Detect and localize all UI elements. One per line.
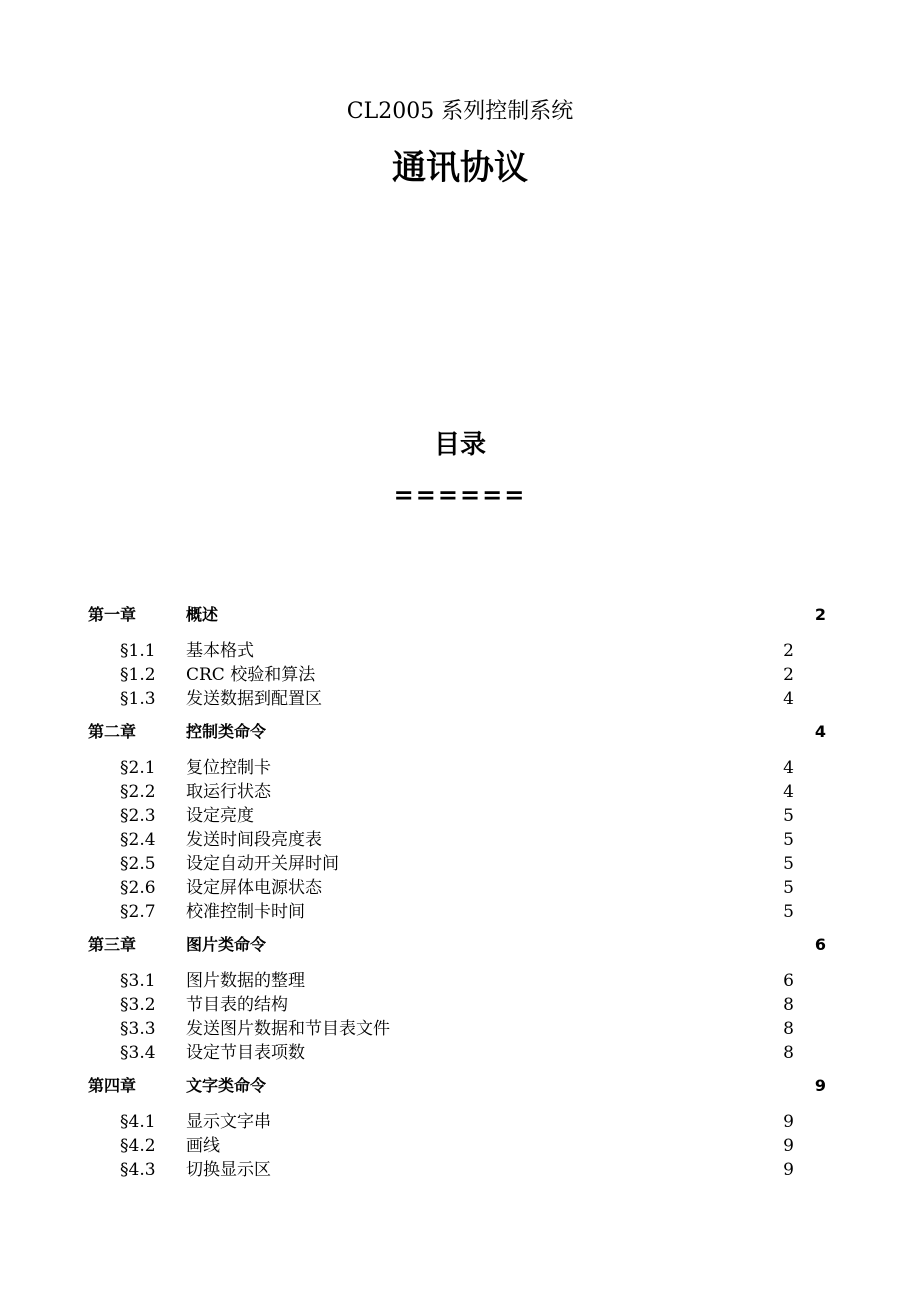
toc-section-3-2[interactable]	[0, 993, 920, 1017]
toc-section-4-1[interactable]	[0, 1110, 920, 1134]
section-title: 取运行状态	[186, 782, 271, 802]
section-number: §1.3	[120, 689, 156, 709]
section-page: 5	[783, 902, 794, 922]
document-title: 通讯协议	[392, 148, 528, 188]
section-page: 8	[783, 995, 794, 1015]
section-page: 2	[783, 641, 794, 661]
section-title: 基本格式	[186, 641, 254, 661]
chapter-title: 控制类命令	[186, 722, 267, 741]
section-number: §1.1	[120, 641, 156, 661]
section-number: §2.3	[120, 806, 156, 826]
toc-section-2-1[interactable]	[0, 756, 920, 780]
chapter-page: 6	[814, 935, 826, 954]
chapter-page: 9	[814, 1076, 826, 1095]
section-number: §2.2	[120, 782, 156, 802]
toc-section-2-4[interactable]	[0, 828, 920, 852]
chapter-number: 第二章	[88, 722, 137, 741]
section-number: §1.2	[120, 665, 156, 685]
section-title: 校准控制卡时间	[186, 902, 305, 922]
chapter-title: 图片类命令	[186, 935, 267, 954]
section-page: 2	[783, 665, 794, 685]
section-title: 切换显示区	[186, 1160, 271, 1180]
toc-section-2-5[interactable]	[0, 852, 920, 876]
toc-section-1-3[interactable]	[0, 687, 920, 711]
section-number: §2.7	[120, 902, 156, 922]
section-title: 图片数据的整理	[186, 971, 305, 991]
toc-section-4-3[interactable]	[0, 1158, 920, 1182]
section-number: §4.2	[120, 1136, 156, 1156]
chapter-title: 概述	[186, 605, 219, 624]
section-page: 4	[783, 758, 794, 778]
toc-section-2-7[interactable]	[0, 900, 920, 924]
section-number: §3.2	[120, 995, 156, 1015]
section-number: §2.5	[120, 854, 156, 874]
section-title: 发送数据到配置区	[186, 689, 322, 709]
chapter-title: 文字类命令	[186, 1076, 267, 1095]
toc-section-1-2[interactable]	[0, 663, 920, 687]
section-title: 发送图片数据和节目表文件	[186, 1019, 390, 1039]
toc-section-2-6[interactable]	[0, 876, 920, 900]
section-page: 9	[783, 1112, 794, 1132]
chapter-number: 第三章	[88, 935, 137, 954]
toc-section-3-3[interactable]	[0, 1017, 920, 1041]
toc-section-2-3[interactable]	[0, 804, 920, 828]
toc-heading: 目录	[433, 430, 486, 460]
section-title: 发送时间段亮度表	[186, 830, 322, 850]
section-page: 5	[783, 878, 794, 898]
section-page: 9	[783, 1160, 794, 1180]
section-number: §4.1	[120, 1112, 156, 1132]
toc-chapter-3[interactable]	[0, 930, 920, 960]
chapter-page: 4	[814, 722, 826, 741]
toc-section-1-1[interactable]	[0, 639, 920, 663]
section-title: CRC 校验和算法	[186, 665, 316, 685]
section-number: §2.6	[120, 878, 156, 898]
section-number: §3.3	[120, 1019, 156, 1039]
section-page: 9	[783, 1136, 794, 1156]
section-title: 设定亮度	[186, 806, 254, 826]
section-page: 5	[783, 830, 794, 850]
section-number: §3.1	[120, 971, 156, 991]
chapter-number: 第四章	[88, 1076, 137, 1095]
section-title: 设定节目表项数	[186, 1043, 305, 1063]
section-page: 4	[783, 689, 794, 709]
chapter-page: 2	[814, 605, 826, 624]
toc-chapter-2[interactable]	[0, 717, 920, 747]
toc-rule: ======	[393, 481, 527, 509]
section-title: 显示文字串	[186, 1112, 271, 1132]
section-page: 8	[783, 1043, 794, 1063]
section-title: 复位控制卡	[186, 758, 271, 778]
document-subtitle: CL2005 系列控制系统	[346, 99, 574, 124]
section-title: 节目表的结构	[186, 995, 288, 1015]
section-title: 设定屏体电源状态	[186, 878, 322, 898]
section-number: §2.4	[120, 830, 156, 850]
section-page: 8	[783, 1019, 794, 1039]
toc-chapter-1[interactable]	[0, 600, 920, 630]
toc-section-3-4[interactable]	[0, 1041, 920, 1065]
section-page: 4	[783, 782, 794, 802]
section-number: §4.3	[120, 1160, 156, 1180]
section-page: 5	[783, 806, 794, 826]
section-number: §3.4	[120, 1043, 156, 1063]
table-of-contents	[0, 600, 920, 1182]
section-title: 设定自动开关屏时间	[186, 854, 339, 874]
chapter-number: 第一章	[88, 605, 137, 624]
section-title: 画线	[186, 1136, 220, 1156]
section-page: 5	[783, 854, 794, 874]
section-number: §2.1	[120, 758, 156, 778]
section-page: 6	[783, 971, 794, 991]
toc-chapter-4[interactable]	[0, 1071, 920, 1101]
toc-section-4-2[interactable]	[0, 1134, 920, 1158]
toc-section-3-1[interactable]	[0, 969, 920, 993]
toc-section-2-2[interactable]	[0, 780, 920, 804]
